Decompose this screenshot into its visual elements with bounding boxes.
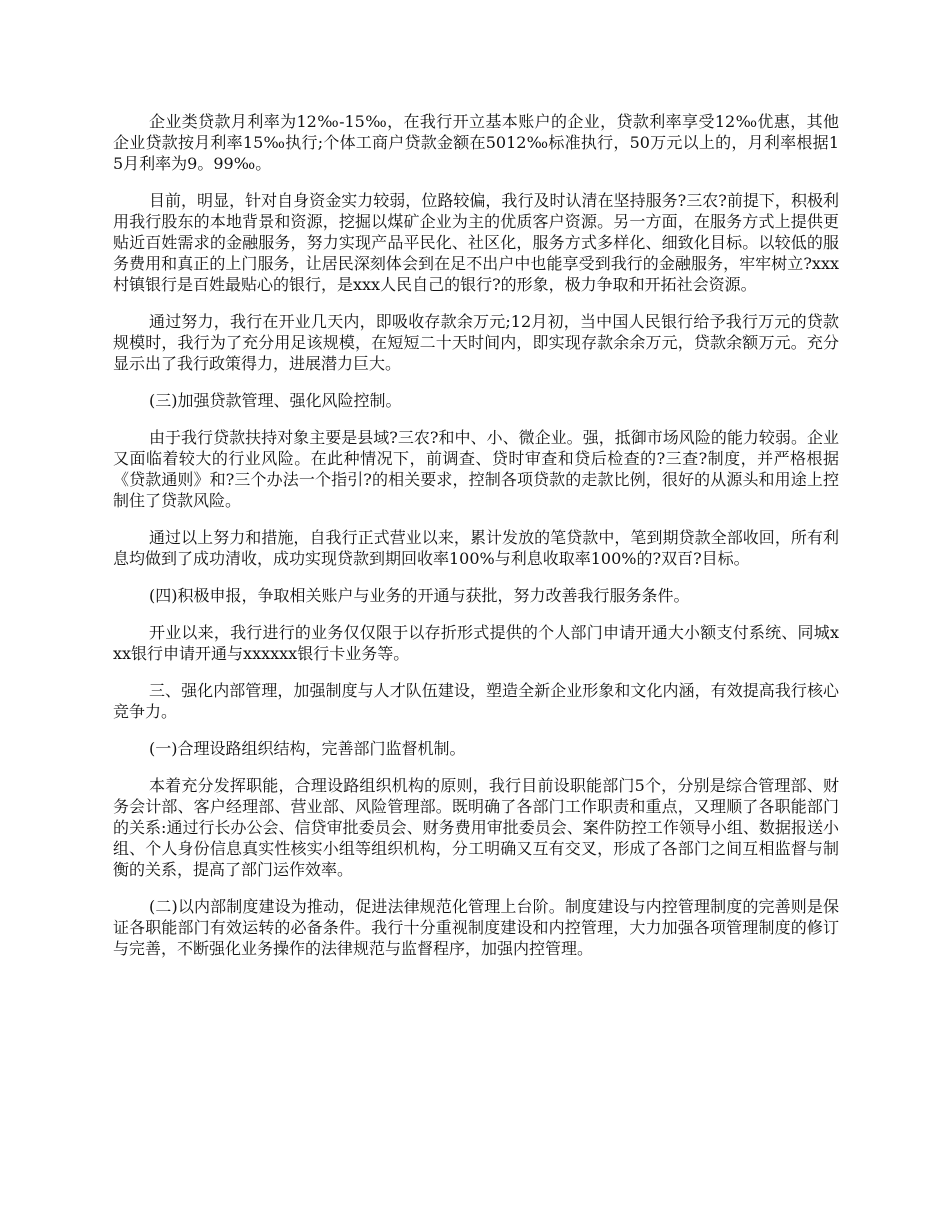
paragraph-internal-control: (二)以内部制度建设为推动，促进法律规范化管理上台阶。制度建设与内控管理制度的完善则是保证各职能部门有效运转的必备条件。我行十分重视制度建设和内控管理，大力加强各项管理制度的修订与完善，不断强化业务操作的法律规范与监督程序，加强内控管理。 [113, 897, 839, 958]
paragraph-loan-rates: 企业类贷款月利率为12‰-15‰，在我行开立基本账户的企业，贷款利率享受12‰优惠，其他企业贷款按月利率15‰执行;个体工商户贷款金额在5012‰标准执行，50万元以上的，月利率根据15月利率为9。99‰。 [113, 112, 839, 173]
paragraph-deposit-growth: 通过努力，我行在开业几天内，即吸收存款余万元;12月初，当中国人民银行给予我行万元的贷款规模时，我行为了充分用足该规模，在短短二十天时间内，即实现存款余余万元，贷款余额万元。充分显示出了我行政策得力，进展潜力巨大。 [113, 312, 839, 373]
paragraph-risk-control: 由于我行贷款扶持对象主要是县域?三农?和中、小、微企业。强，抵御市场风险的能力较弱。企业又面临着较大的行业风险。在此种情况下，前调查、贷时审查和贷后检查的?三查?制度，并严格根据《贷款通则》和?三个办法一个指引?的相关要求，控制各项贷款的走款比例，很好的从源头和用途上控制住了贷款风险。 [113, 428, 839, 510]
section-heading-loan-management: (三)加强贷款管理、强化风险控制。 [149, 391, 402, 410]
paragraph-customer-resources: 目前，明显，针对自身资金实力较弱，位路较偏，我行及时认清在坚持服务?三农?前提下，积极利用我行股东的本地背景和资源，挖掘以煤矿企业为主的优质客户资源。另一方面，在服务方式上提供更贴近百姓需求的金融服务，努力实现产品平民化、社区化，服务方式多样化、细致化目标。以较低的服务费用和真正的上门服务，让居民深刻体会到在足不出户中也能享受到我行的金融服务，牢牢树立?xxx村镇银行是百姓最贴心的银行，是xxx人民自己的银行?的形象，极力争取和开拓社会资源。 [113, 191, 839, 294]
document-body [113, 111, 839, 975]
section-heading-organization: (一)合理设路组织结构，完善部门监督机制。 [149, 739, 466, 758]
paragraph-business-scope: 开业以来，我行进行的业务仅仅限于以存折形式提供的个人部门申请开通大小额支付系统、同城xxx银行申请开通与xxxxxx银行卡业务等。 [113, 623, 839, 663]
section-heading-account-approval: (四)积极申报，争取相关账户与业务的开通与获批，努力改善我行服务条件。 [149, 586, 690, 605]
paragraph-departments: 本着充分发挥职能，合理设路组织机构的原则，我行目前设职能部门5个，分别是综合管理部、财务会计部、客户经理部、营业部、风险管理部。既明确了各部门工作职责和重点，又理顺了各职能部门的关系:通过行长办公会、信贷审批委员会、财务费用审批委员会、案件防控工作领导小组、数据报送小组、个人身份信息真实性核实小组等组织机构，分工明确又互有交叉，形成了各部门之间互相监督与制衡的关系，提高了部门运作效率。 [113, 776, 839, 879]
section-heading-internal-management: 三、强化内部管理，加强制度与人才队伍建设，塑造全新企业形象和文化内涵，有效提高我行核心竞争力。 [113, 681, 839, 721]
paragraph-recovery-results: 通过以上努力和措施，自我行正式营业以来，累计发放的笔贷款中，笔到期贷款全部收回，所有利息均做到了成功清收，成功实现贷款到期回收率100%与利息收取率100%的?双百?目标。 [113, 528, 839, 568]
